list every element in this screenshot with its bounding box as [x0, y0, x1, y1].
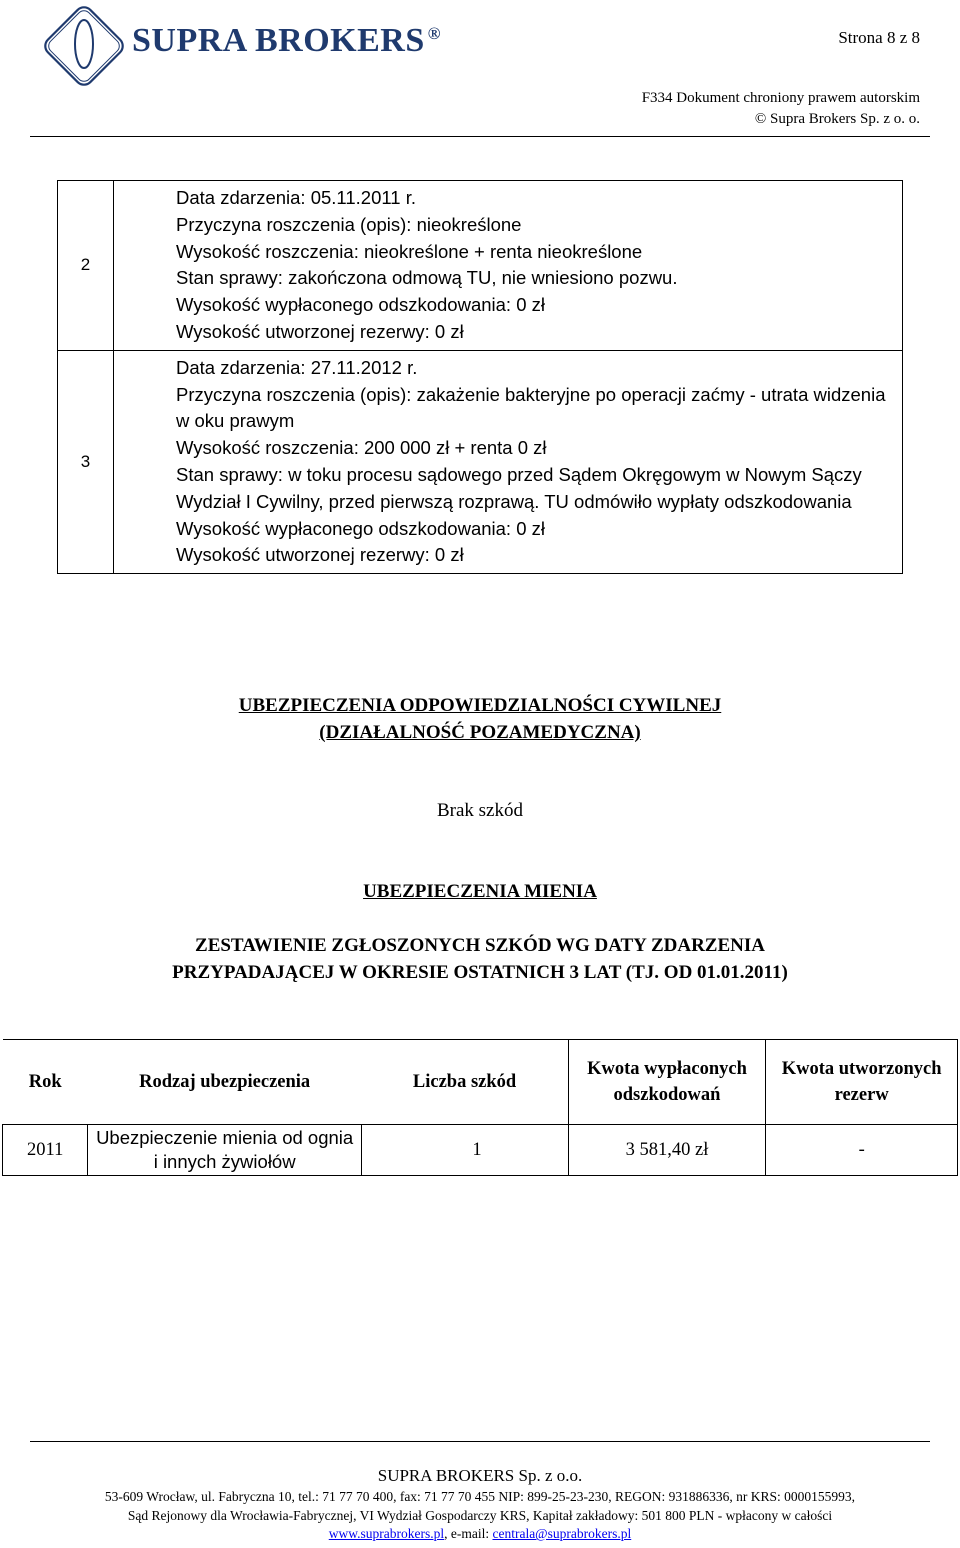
footer-court-info: Sąd Rejonowy dla Wrocławia-Fabrycznej, VI Wydział Gospodarczy KRS, Kapitał zakładowy: 501 800 PLN - wpłacony w całości: [127, 1508, 833, 1523]
copyright-notice: © Supra Brokers Sp. z o. o.: [754, 111, 920, 127]
header-divider: [30, 136, 930, 137]
no-claims-text: Brak szkód: [436, 800, 523, 821]
liability-title-line-2: (DZIAŁALNOŚĆ POZAMEDYCZNA): [319, 722, 641, 743]
document-code: F334 Dokument chroniony prawem autorskim: [641, 90, 920, 106]
liability-section-title: [0, 692, 960, 746]
claims-table: [57, 180, 903, 574]
claim-date: Data zdarzenia: 05.11.2011 r.: [176, 187, 416, 208]
claim-details: [114, 181, 903, 351]
email-link[interactable]: centrala@suprabrokers.pl: [492, 1526, 632, 1541]
table-header-row: [3, 1040, 958, 1125]
footer-address: 53-609 Wrocław, ul. Fabryczna 10, tel.: 71 77 70 400, fax: 71 77 70 455 NIP: 899-25-23-230, REGON: 931886336, nr KRS: 0000155993,: [104, 1489, 856, 1504]
claim-cause: Przyczyna roszczenia (opis): zakażenie bakteryjne po operacji zaćmy - utrata widzenia w oku prawym: [176, 383, 886, 432]
website-link[interactable]: www.suprabrokers.pl: [328, 1526, 445, 1541]
liability-title-line-1: UBEZPIECZENIA ODPOWIEDZIALNOŚCI CYWILNEJ: [238, 695, 722, 716]
page-number: Strona 8 z 8: [838, 28, 920, 47]
claims-summary-table: [2, 1039, 958, 1176]
supra-brokers-logo-icon: [38, 0, 130, 92]
cell-paid-amount: 3 581,40 zł: [568, 1125, 766, 1176]
claim-amount: Wysokość roszczenia: 200 000 zł + renta 0 zł: [176, 437, 547, 459]
property-section-title: UBEZPIECZENIA MIENIA: [363, 881, 597, 902]
table-row: [3, 1125, 958, 1176]
claim-date: Data zdarzenia: 27.11.2012 r.: [176, 356, 418, 378]
claim-reserve: Wysokość utworzonej rezerwy: 0 zł: [176, 544, 464, 566]
claim-row: [58, 181, 903, 351]
summary-title: [0, 932, 960, 986]
claim-number: 3: [58, 350, 114, 573]
summary-title-line-2: PRZYPADAJĄCEJ W OKRESIE OSTATNICH 3 LAT (TJ. OD 01.01.2011): [172, 962, 788, 983]
claim-status: Stan sprawy: zakończona odmową TU, nie wniesiono pozwu.: [176, 267, 678, 289]
header-reserve-amount: Kwota utworzonych rezerw: [766, 1040, 958, 1125]
claim-row: [58, 350, 903, 573]
header-paid-amount: Kwota wypłaconych odszkodowań: [568, 1040, 766, 1125]
claim-paid: Wysokość wypłaconego odszkodowania: 0 zł: [176, 517, 545, 539]
claim-details: [114, 350, 903, 573]
claim-amount: Wysokość roszczenia: nieokreślone + renta nieokreślone: [176, 240, 643, 262]
claim-number: 2: [58, 181, 114, 351]
claim-reserve: Wysokość utworzonej rezerwy: 0 zł: [176, 320, 464, 342]
claim-paid: Wysokość wypłaconego odszkodowania: 0 zł: [176, 294, 545, 316]
footer-company: SUPRA BROKERS Sp. z o.o.: [377, 1466, 583, 1485]
brand-name: SUPRA BROKERS ®: [132, 22, 441, 59]
header-year: Rok: [3, 1040, 88, 1125]
summary-title-line-1: ZESTAWIENIE ZGŁOSZONYCH SZKÓD WG DATY ZDARZENIA: [195, 935, 765, 956]
claim-cause: Przyczyna roszczenia (opis): nieokreślone: [176, 213, 522, 235]
header-insurance-type: Rodzaj ubezpieczenia: [88, 1040, 362, 1125]
footer-divider: [30, 1441, 930, 1442]
cell-year: 2011: [3, 1125, 88, 1176]
claim-status: Stan sprawy: w toku procesu sądowego przed Sądem Okręgowym w Nowym Sączy Wydział I Cywilny, przed pierwszą rozprawą. TU odmówiło wypłaty odszkodowania: [176, 463, 862, 512]
cell-insurance-type: Ubezpieczenie mienia od ognia i innych żywiołów: [88, 1125, 362, 1176]
email-label: , e-mail:: [444, 1526, 493, 1541]
cell-reserve-amount: -: [766, 1125, 958, 1176]
footer-contact: [0, 1526, 960, 1542]
header-claim-count: Liczba szkód: [361, 1040, 568, 1125]
cell-claim-count: 1: [361, 1125, 568, 1176]
